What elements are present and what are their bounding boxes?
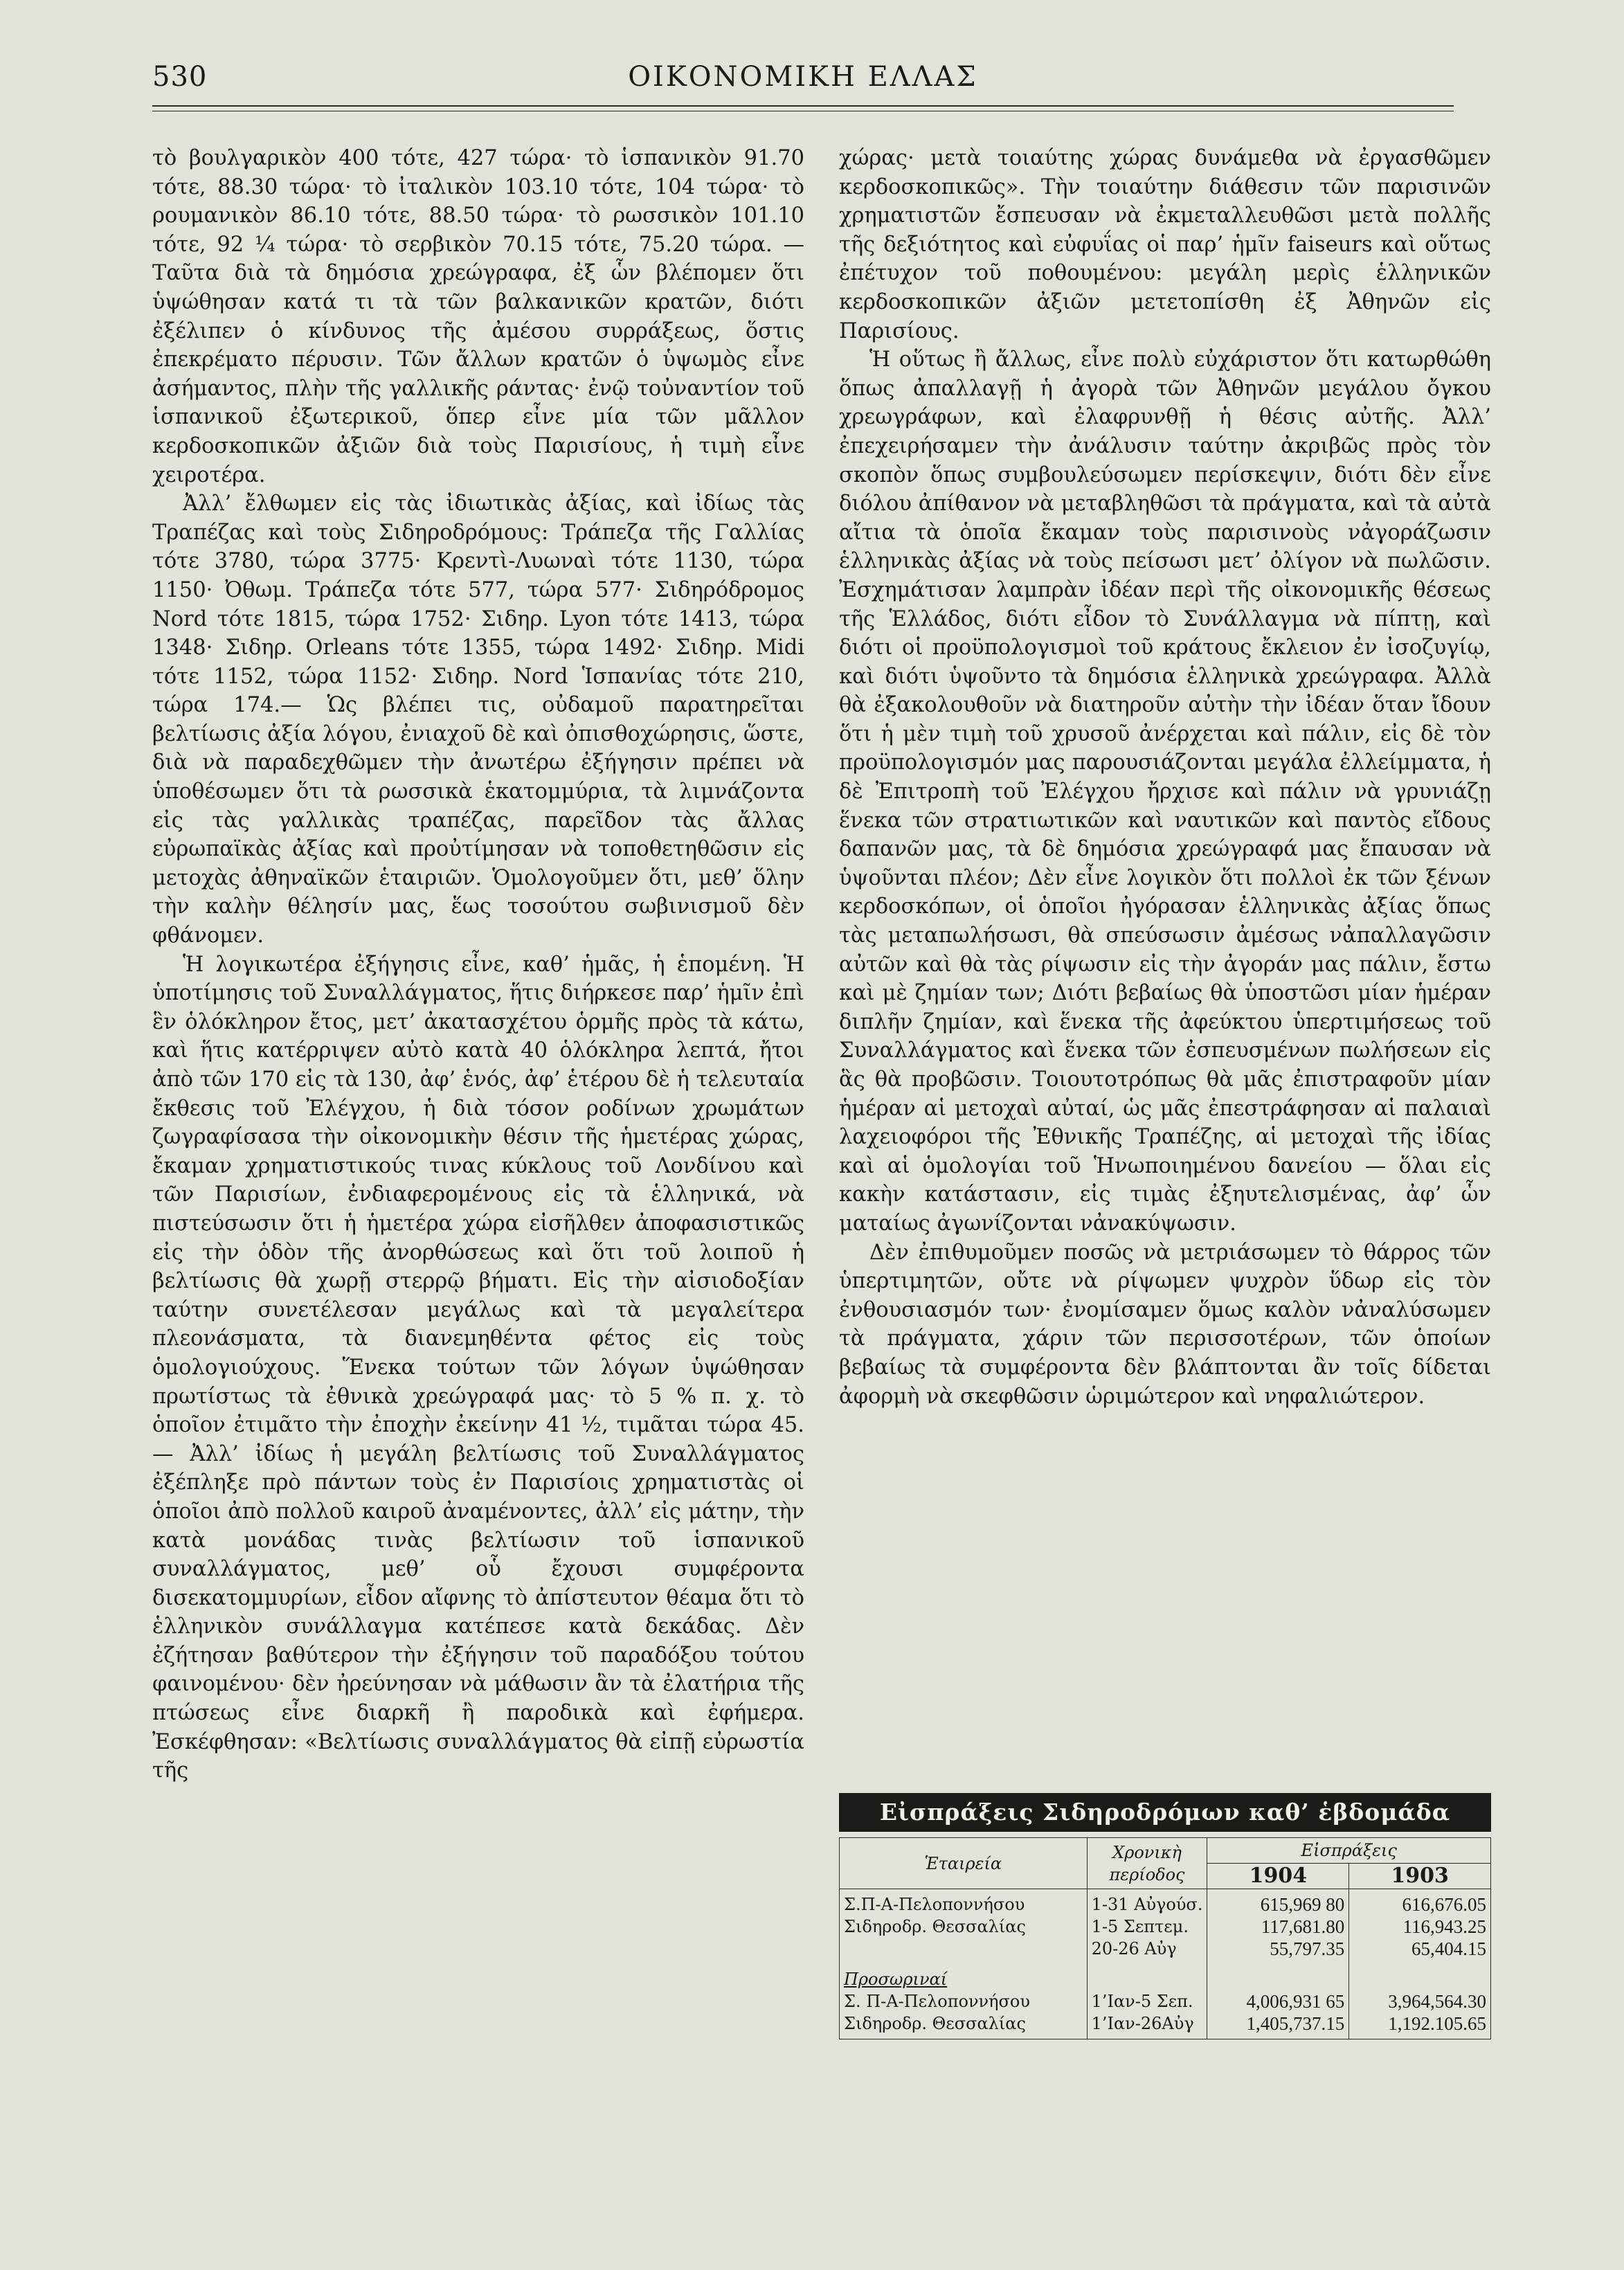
right-column [839,144,1491,1411]
table-title: Εἰσπράξεις Σιδηροδρόμων καθ’ ἑβδομάδα [839,1793,1491,1832]
group-label: Προσωριναί [844,1970,948,1989]
header-year-1903: 1903 [1349,1864,1491,1889]
header-year-1904: 1904 [1207,1864,1349,1889]
period-value: 1-31 Αὐγούσ. [1091,1895,1203,1914]
period-value: 1-5 Σεπτεμ. [1091,1917,1189,1936]
company-name: Σιδηροδρ. Θεσσαλίας [844,2014,1026,2033]
period-value: 20-26 Αὐγ [1091,1939,1177,1958]
paragraph: χώρας· μετὰ τοιαύτης χώρας δυνάμεθα νὰ ἐργασθῶμεν κερδοσκοπικῶς». Τὴν τοιαύτην διάθεσιν τῶν παρισινῶν χρηματιστῶν ἔσπευσαν νὰ ἐκμεταλλευθῶσι μετὰ πολλῆς τῆς δεξιότητος καὶ εὐφυΐας οἱ παρ’ ἡμῖν faiseurs καὶ οὕτως ἐπέτυχον τοῦ ποθουμένου: μεγάλη μερὶς ἑλληνικῶν κερδοσκοπικῶν ἀξιῶν μετετοπίσθη ἐξ Ἀθηνῶν εἰς Παρισίους. [839,146,1491,343]
receipts-1904-cell [1207,1889,1349,1965]
period-value: 1’Ιαν-5 Σεπ. [1091,1992,1193,2011]
period-cell [1087,1889,1207,1965]
page-header [152,61,1454,109]
receipts-1903-cell [1349,1964,1491,2039]
table-row [840,1889,1491,1965]
header-company: Ἑταιρεία [840,1838,1088,1889]
receipt-value: 55,797.35 [1270,1938,1345,1959]
receipt-value: 616,676.05 [1402,1894,1486,1915]
table-row [840,1964,1491,2039]
receipt-value: 65,404.15 [1411,1938,1486,1959]
paragraph: τὸ βουλγαρικὸν 400 τότε, 427 τώρα· τὸ ἱσπανικὸν 91.70 τότε, 88.30 τώρα· τὸ ἰταλικὸν 103.10 τότε, 104 τώρα· τὸ ρουμανικὸν 86.10 τότε, 88.50 τώρα· τὸ ρωσσικὸν 101.10 τότε, 92 ¼ τώρα· τὸ σερβικὸν 70.15 τότε, 75.20 τώρα. — Ταῦτα διὰ τὰ δημόσια χρεώγραφα, ἐξ ὧν βλέπομεν ὅτι ὑψώθησαν κατά τι τὰ τῶν βαλκανικῶν κρατῶν, διότι ἐξέλιπεν ὁ κίνδυνος τῆς ἀμέσου συρράξεως, ὅστις ἐπεκρέματο πέρυσιν. Τῶν ἄλλων κρατῶν ὁ ὑψωμὸς εἶνε ἀσήμαντος, πλὴν τῆς γαλλικῆς ράντας· ἐνῷ τοὐναντίον τοῦ ἱσπανικοῦ ἐξωτερικοῦ, ὅπερ εἶνε μία τῶν μᾶλλον κερδοσκοπικῶν ἀξιῶν διὰ τοὺς Παρισίους, ἡ τιμὴ εἶνε χειροτέρα. [152,146,804,487]
receipt-value: 116,943.25 [1402,1916,1486,1937]
company-cell [840,1889,1088,1965]
receipt-value: 615,969 80 [1260,1894,1345,1915]
paragraph: Ἀλλ’ ἔλθωμεν εἰς τὰς ἰδιωτικὰς ἀξίας, καὶ ἰδίως τὰς Τραπέζας καὶ τοὺς Σιδηροδρόμους: Τράπεζα τῆς Γαλλίας τότε 3780, τώρα 3775· Κρεντὶ-Λυωναὶ τότε 1130, τώρα 1150· Ὀθωμ. Τράπεζα τότε 577, τώρα 577· Σιδηρόδρομος Nord τότε 1815, τώρα 1752· Σιδηρ. Lyon τότε 1413, τώρα 1348· Σιδηρ. Orleans τότε 1355, τώρα 1492· Σιδηρ. Midi τότε 1152, τώρα 1152· Σιδηρ. Nord Ἱσπανίας τότε 210, τώρα 174.— Ὡς βλέπει τις, οὐδαμοῦ παρατηρεῖται βελτίωσις ἀξία λόγου, ἐνιαχοῦ δὲ καὶ ὀπισθοχώρησις, ὥστε, διὰ νὰ παραδεχθῶμεν τὴν ἀνωτέρω ἐξήγησιν πρέπει νὰ ὑποθέσωμεν ὅτι τὰ ρωσσικὰ ἑκατομμύρια, τὰ λιμνάζοντα εἰς τὰς γαλλικὰς τραπέζας, παρεῖδον τὰς ἄλλας εὐρωπαϊκὰς ἀξίας καὶ προὐτίμησαν νὰ τοποθετηθῶσιν εἰς μετοχὰς ἀθηναϊκῶν ἑταιριῶν. Ὁμολογοῦμεν ὅτι, μεθ’ ὅλην τὴν καλὴν θέλησίν μας, ἕως τοσούτου σωβινισμοῦ δὲν φθάνομεν. [152,492,804,948]
left-column [152,144,804,1785]
header-period: Χρονικὴ περίοδος [1087,1838,1207,1889]
paragraph: Ἡ οὕτως ἢ ἄλλως, εἶνε πολὺ εὐχάριστον ὅτι κατωρθώθη ὅπως ἀπαλλαγῇ ἡ ἀγορὰ τῶν Ἀθηνῶν μεγάλου ὄγκου χρεωγράφων, καὶ ἐλαφρυνθῇ ἡ θέσις αὐτῆς. Ἀλλ’ ἐπεχειρήσαμεν τὴν ἀνάλυσιν ταύτην ἀκριβῶς πρὸς τὸν σκοπὸν ὅπως συμβουλεύσωμεν περίσκεψιν, διότι δὲν εἶνε διόλου ἀπίθανον νὰ μεταβληθῶσι τὰ πράγματα, καὶ τὰ αὐτὰ αἴτια τὰ ὁποῖα ἔκαμαν τοὺς παρισινοὺς νἀγοράζωσιν ἑλληνικὰς ἀξίας νὰ τοὺς πείσωσι μετ’ ὀλίγον νὰ πωλῶσιν. Ἐσχημάτισαν λαμπρὰν ἰδέαν περὶ τῆς οἰκονομικῆς θέσεως τῆς Ἑλλάδος, διότι εἶδον τὸ Συνάλλαγμα νὰ πίπτῃ, καὶ διότι οἱ προϋπολογισμοὶ τοῦ κράτους ἔκλειον ἐν ἰσοζυγίῳ, καὶ διότι ὑψοῦντο τὰ δημόσια ἑλληνικὰ χρεώγραφα. Ἀλλὰ θὰ ἐξακολουθοῦν νὰ διατηροῦν αὐτὴν τὴν ἰδέαν ὅταν ἴδουν ὅτι ἡ μὲν τιμὴ τοῦ χρυσοῦ ἀνέρχεται καὶ πάλιν, εἰς δὲ τὸν προϋπολογισμόν μας παρουσιάζονται μεγάλα ἐλλείμματα, ἡ δὲ Ἐπιτροπὴ τοῦ Ἐλέγχου ἤρχισε καὶ πάλιν νὰ γρυνιάζῃ ἕνεκα τῶν στρατιωτικῶν καὶ ναυτικῶν καὶ παντὸς εἴδους δαπανῶν μας, τὰ δὲ δημόσια χρεώγραφά μας ἔπαυσαν νὰ ὑψοῦνται πλέον; Δὲν εἶνε λογικὸν ὅτι πολλοὶ ἐκ τῶν ξένων κερδοσκόπων, οἱ ὁποῖοι ἠγόρασαν ἑλληνικὰς ἀξίας ὅπως τὰς μεταπωλήσωσι, θὰ σπεύσωσιν ἀμέσως νἀπαλλαγῶσιν αὐτῶν καὶ θὰ τὰς ρίψωσιν εἰς τὴν ἀγοράν μας πάλιν, ἔστω καὶ μὲ ζημίαν των; Διότι βεβαίως θὰ ὑποστῶσι μίαν ἡμέραν διπλῆν ζημίαν, καὶ ἕνεκα τῆς ἀφεύκτου ὑπερτιμήσεως τοῦ Συναλλάγματος καὶ ἕνεκα τῶν ἐσπευσμένων πωλήσεων εἰς ἃς θὰ προβῶσιν. Τοιουτοτρόπως θὰ μᾶς ἐπιστραφοῦν μίαν ἡμέραν αἱ μετοχαὶ αὐταί, ὡς μᾶς ἐπεστράφησαν αἱ παλαιαὶ λαχειοφόροι τῆς Ἐθνικῆς Τραπέζης, αἱ μετοχαὶ τῆς ἰδίας καὶ αἱ ὁμολογίαι τοῦ Ἡνωποιημένου δανείου — ὅλαι εἰς κακὴν κατάστασιν, εἰς τιμὰς ἐξηυτελισμένας, ἀφ’ ὧν ματαίως ἀγωνίζονται νἀνακύψωσιν. [839,348,1491,1236]
receipts-1903-cell [1349,1889,1491,1965]
header-rule [152,105,1454,107]
receipt-value: 4,006,931 65 [1246,1991,1345,2012]
company-name: Σιδηροδρ. Θεσσαλίας [844,1917,1026,1936]
railway-receipts-table [839,1837,1491,2039]
receipt-value: 3,964,564.30 [1388,1991,1486,2012]
company-cell [840,1964,1088,2039]
receipts-1904-cell [1207,1964,1349,2039]
paragraph: Δὲν ἐπιθυμοῦμεν ποσῶς νὰ μετριάσωμεν τὸ θάρρος τῶν ὑπερτιμητῶν, οὔτε νὰ ρίψωμεν ψυχρὸν ὕδωρ εἰς τὸν ἐνθουσιασμόν των· ἐνομίσαμεν ὅμως καλὸν νἀναλύσωμεν τὰ πράγματα, χάριν τῶν περισσοτέρων, τῶν ὁποίων βεβαίως τὰ συμφέροντα δὲν βλάπτονται ἂν τοῖς δίδεται ἀφορμὴ νὰ σκεφθῶσιν ὡριμώτερον καὶ νηφαλιώτερον. [839,1240,1491,1409]
railway-receipts-section [839,1793,1491,2039]
page-number: 530 [152,61,208,93]
running-title: ΟΙΚΟΝΟΜΙΚΗ ΕΛΛΑΣ [628,61,978,93]
receipt-value: 117,681.80 [1261,1916,1345,1937]
receipt-value: 1,192.105.65 [1388,2013,1486,2034]
header-receipts: Εἰσπράξεις [1207,1838,1491,1864]
paragraph: Ἡ λογικωτέρα ἐξήγησις εἶνε, καθ’ ἡμᾶς, ἡ ἑπομένη. Ἡ ὑποτίμησις τοῦ Συναλλάγματος, ἥτις διήρκεσε παρ’ ἡμῖν ἐπὶ ἓν ὁλόκληρον ἔτος, μετ’ ἀκατασχέτου ὁρμῆς πρὸς τὰ κάτω, καὶ ἥτις κατέρριψεν αὐτὸ κατὰ 40 ὁλόκληρα λεπτά, ἤτοι ἀπὸ τῶν 170 εἰς τὰ 130, ἀφ’ ἑνός, ἀφ’ ἑτέρου δὲ ἡ τελευταία ἔκθεσις τοῦ Ἐλέγχου, ἡ διὰ τόσον ροδίνων χρωμάτων ζωγραφίσασα τὴν οἰκονομικὴν θέσιν τῆς ἡμετέρας χώρας, ἔκαμαν χρηματιστικούς τινας κύκλους τοῦ Λονδίνου καὶ τῶν Παρισίων, ἐνδιαφερομένους εἰς τὰ ἑλληνικά, νὰ πιστεύσωσιν ὅτι ἡ ἡμετέρα χώρα εἰσῆλθεν ἀποφασιστικῶς εἰς τὴν ὁδὸν τῆς ἀνορθώσεως καὶ ὅτι τοῦ λοιποῦ ἡ βελτίωσις θὰ χωρῇ στερρῷ βήματι. Εἰς τὴν αἰσιοδοξίαν ταύτην συνετέλεσαν μεγάλως καὶ τὰ μεγαλείτερα πλεονάσματα, τὰ διανεμηθέντα φέτος εἰς τοὺς ὁμολογιούχους. Ἕνεκα τούτων τῶν λόγων ὑψώθησαν πρωτίστως τὰ ἐθνικὰ χρεώγραφά μας· τὸ 5 % π. χ. τὸ ὁποῖον ἐτιμᾶτο τὴν ἐποχὴν ἐκείνην 41 ½, τιμᾶται τώρα 45. — Ἀλλ’ ἰδίως ἡ μεγάλη βελτίωσις τοῦ Συναλλάγματος ἐξέπληξε πρὸ πάντων τοὺς ἐν Παρισίοις χρηματιστὰς οἱ ὁποῖοι ἀπὸ πολλοῦ καιροῦ ἀναμένοντες, ἀλλ’ εἰς μάτην, τὴν κατὰ μονάδας τινὰς βελτίωσιν τοῦ ἱσπανικοῦ συναλλάγματος, μεθ’ οὗ ἔχουσι συμφέροντα δισεκατομμυρίων, εἶδον αἴφνης τὸ ἀπίστευτον θέαμα ὅτι τὸ ἑλληνικὸν συνάλλαγμα κατέπεσε κατὰ δεκάδας. Δὲν ἐζήτησαν βαθύτερον τὴν ἐξήγησιν τοῦ παραδόξου τούτου φαινομένου· δὲν ἠρεύνησαν νὰ μάθωσιν ἂν τὰ ἐλατήρια τῆς πτώσεως εἶνε διαρκῆ ἢ παροδικὰ καὶ ἐφήμερα. Ἐσκέφθησαν: «Βελτίωσις συναλλάγματος θὰ εἰπῇ εὐρωστία τῆς [152,952,804,1783]
company-name: Σ. Π-Α-Πελοποννήσου [844,1992,1030,2011]
period-cell [1087,1964,1207,2039]
receipt-value: 1,405,737.15 [1246,2013,1345,2034]
period-value: 1’Ιαν-26Αὐγ [1091,2014,1194,2033]
company-name: Σ.Π-Α-Πελοποννήσου [844,1895,1025,1914]
